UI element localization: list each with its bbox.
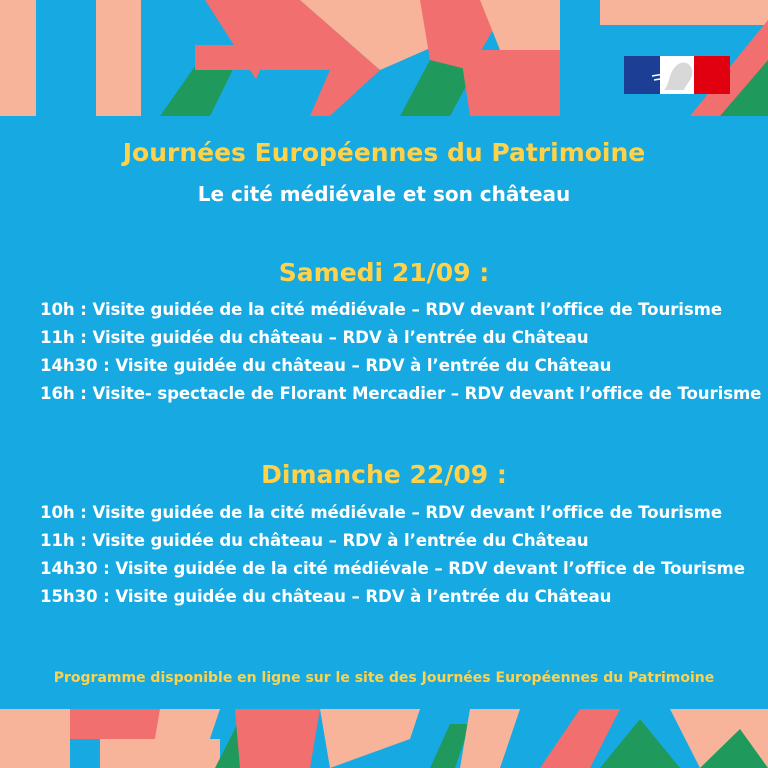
event-item: 14h30 : Visite guidée de la cité médiévale – RDV devant l’office de Tourisme <box>40 559 745 578</box>
event-item: 16h : Visite- spectacle de Florant Mercadier – RDV devant l’office de Tourisme <box>40 384 762 403</box>
event-item: 14h30 : Visite guidée du château – RDV à l’entrée du Château <box>40 356 612 375</box>
bottom-decorative-banner <box>0 709 768 768</box>
event-item: 15h30 : Visite guidée du château – RDV à l’entrée du Château <box>40 587 612 606</box>
event-item: 11h : Visite guidée du château – RDV à l’entrée du Château <box>40 531 589 550</box>
event-item: 11h : Visite guidée du château – RDV à l’entrée du Château <box>40 328 589 347</box>
day-heading-saturday: Samedi 21/09 : <box>278 258 490 287</box>
republique-francaise-flag-icon <box>624 56 730 94</box>
event-item: 10h : Visite guidée de la cité médiévale – RDV devant l’office de Tourisme <box>40 503 722 522</box>
day-heading-sunday: Dimanche 22/09 : <box>261 460 507 489</box>
page-subtitle: Le cité médiévale et son château <box>197 182 571 206</box>
page-title: Journées Européennes du Patrimoine <box>122 138 646 167</box>
footer-note: Programme disponible en ligne sur le site des Journées Européennes du Patrimoine <box>53 670 715 686</box>
event-item: 10h : Visite guidée de la cité médiévale – RDV devant l’office de Tourisme <box>40 300 722 319</box>
